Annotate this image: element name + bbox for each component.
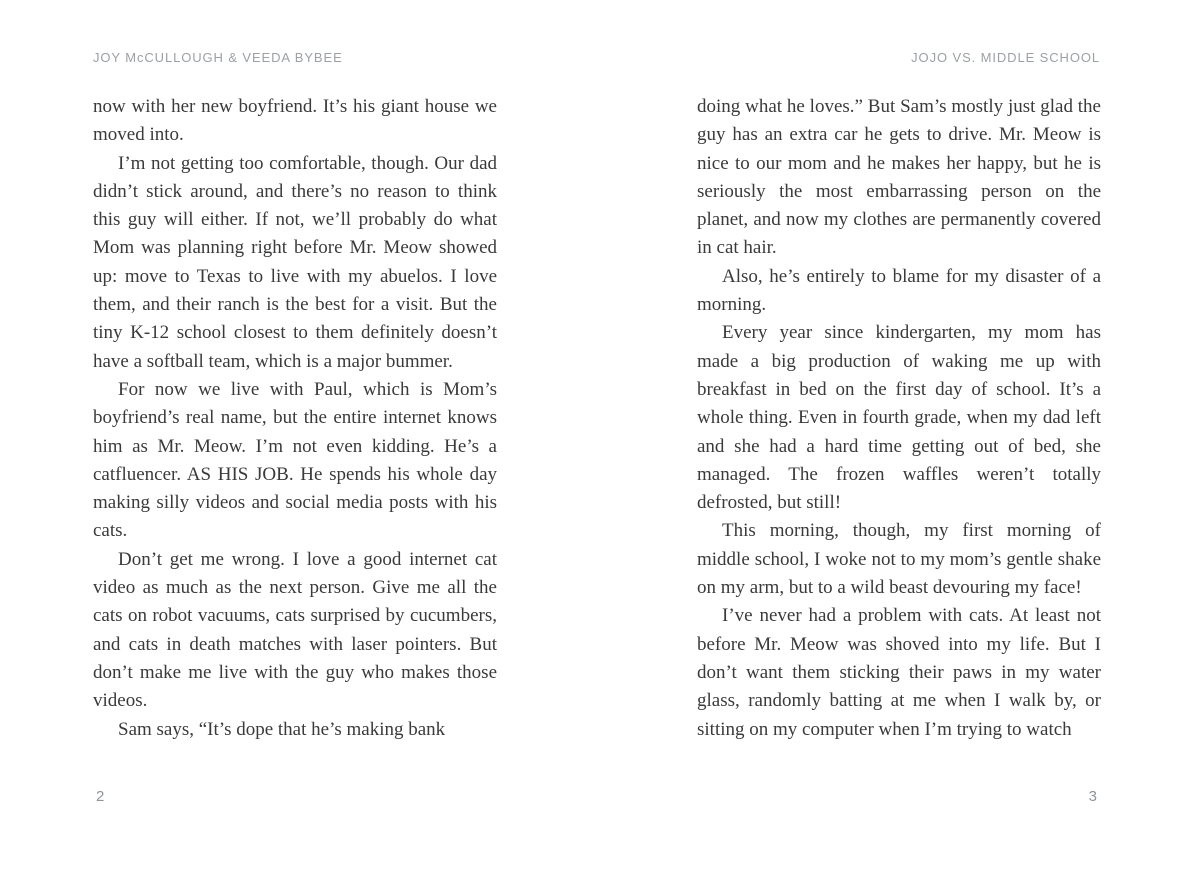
- page-number-left: 2: [96, 788, 105, 805]
- running-head-book-title: JOJO VS. MIDDLE SCHOOL: [911, 50, 1100, 65]
- paragraph: Every year since kindergarten, my mom has made a big production of waking me up with breakfast in bed on the first day of school. It’s a whole thing. Even in fourth grade, when my dad left and she had a hard time getting out of bed, she managed. The frozen waffles weren’t totally defrosted, but still!: [697, 322, 1101, 514]
- paragraph: This morning, though, my first morning of middle school, I woke not to my mom’s gentle shake on my arm, but to a wild beast devouring my face!: [697, 520, 1101, 599]
- left-page-text-column: [93, 93, 497, 744]
- page-number-right: 3: [1088, 788, 1097, 805]
- paragraph-continuation: doing what he loves.” But Sam’s mostly just glad the guy has an extra car he gets to drive. Mr. Meow is nice to our mom and he makes her happy, but he is seriously the most embarrassing person on the planet, and now my clothes are permanently covered in cat hair.: [697, 96, 1101, 259]
- paragraph: For now we live with Paul, which is Mom’s boyfriend’s real name, but the entire internet knows him as Mr. Meow. I’m not even kidding. He’s a catfluencer. AS HIS JOB. He spends his whole day making silly videos and social media posts with his cats.: [93, 378, 497, 542]
- right-page-text-column: [697, 93, 1101, 744]
- paragraph: Sam says, “It’s dope that he’s making bank: [118, 718, 446, 740]
- paragraph-continuation: now with her new boyfriend. It’s his giant house we moved into.: [93, 96, 497, 146]
- paragraph: I’m not getting too comfortable, though. Our dad didn’t stick around, and there’s no reason to think this guy will either. If not, we’ll probably do what Mom was planning right before Mr. Meow showed up: move to Texas to live with my abuelos. I love them, and their ranch is the best for a visit. But the tiny K-12 school closest to them definitely doesn’t have a softball team, which is a major bummer.: [93, 152, 497, 372]
- paragraph: I’ve never had a problem with cats. At least not before Mr. Meow was shoved into my life. But I don’t want them sticking their paws in my water glass, randomly batting at me when I walk by, or sitting on my computer when I’m trying to watch: [697, 605, 1101, 740]
- paragraph: Don’t get me wrong. I love a good internet cat video as much as the next person. Give me all the cats on robot vacuums, cats surprised by cucumbers, and cats in death matches with laser pointers. But don’t make me live with the guy who makes those videos.: [93, 548, 497, 712]
- running-head-author: JOY McCULLOUGH & VEEDA BYBEE: [93, 50, 343, 65]
- paragraph: Also, he’s entirely to blame for my disaster of a morning.: [697, 265, 1101, 316]
